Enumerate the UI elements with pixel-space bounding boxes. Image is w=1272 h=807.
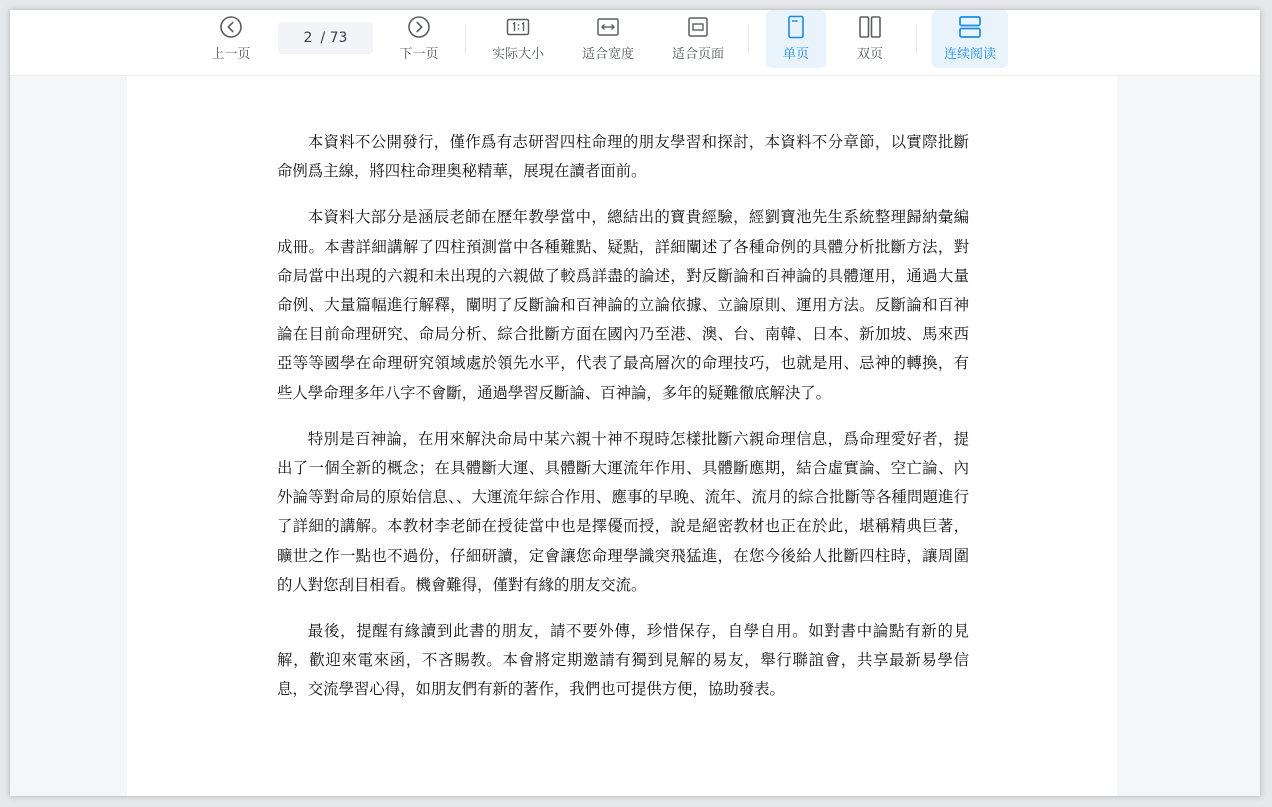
page-content bbox=[277, 128, 969, 722]
toolbar-divider bbox=[916, 24, 917, 54]
single-page-button[interactable] bbox=[766, 10, 826, 68]
actual-size-label: 实际大小 bbox=[491, 47, 544, 62]
toolbar-divider bbox=[465, 24, 466, 54]
prev-page-label: 上一页 bbox=[211, 47, 251, 62]
chevron-right-circle-icon bbox=[406, 14, 432, 40]
continuous-read-icon bbox=[957, 14, 983, 40]
one-to-one-icon bbox=[505, 14, 531, 40]
prev-page-button[interactable] bbox=[196, 10, 266, 68]
paragraph: 本資料不公開發行，僅作爲有志研習四柱命理的朋友學習和探討，本資料不分章節，以實際批斷命例爲主線，將四柱命理奥秘精華，展現在讀者面前。 bbox=[277, 133, 969, 181]
pdf-reader-window bbox=[10, 10, 1260, 796]
page-indicator[interactable] bbox=[278, 22, 373, 54]
paragraph: 特別是百神論，在用來解決命局中某六親十神不現時怎樣批斷六親命理信息，爲命理愛好者，提出了一個全新的概念；在具體斷大運、具體斷大運流年作用、具體斷應期，結合虛實論、空亡論、內外論等對命局的原始信息、、大運流年綜合作用、應事的早晚、流年、流月的綜合批斷等各種問題進行了詳細的講解。本教材李老師在授徒當中也是擇優而授，說是絕密教材也正在於此，堪稱精典巨著，曠世之作一點也不過份，仔細研讀，定會讓您命理學識突飛猛進，在您今後給人批斷四柱時，讓周圍的人對您刮目相看。機會難得，僅對有緣的朋友交流。 bbox=[277, 429, 969, 594]
paragraph: 本資料大部分是涵辰老師在歷年教學當中，總結出的寶貴經驗，經劉寶池先生系統整理歸納彙編成冊。本書詳細講解了四柱預測當中各種難點、疑點，詳細闡述了各種命例的具體分析批斷方法，對命局當中出現的六親和未出現的六親做了較爲詳盡的論述，對反斷論和百神論的具體運用，通過大量命例、大量篇幅進行解釋，闡明了反斷論和百神論的立論依據、立論原則、運用方法。反斷論和百神論在目前命理研究、命局分析、綜合批斷方面在國內乃至港、澳、台、南韓、日本、新加坡、馬來西亞等等國學在命理研究領域處於領先水平，代表了最高層次的命理技巧，也就是用、忌神的轉換，有些人學命理多年八字不會斷，通過學習反斷論、百神論，多年的疑難徹底解決了。 bbox=[277, 208, 969, 402]
fit-width-label: 适合宽度 bbox=[581, 47, 634, 62]
continuous-read-button[interactable] bbox=[932, 10, 1008, 68]
fit-page-button[interactable] bbox=[660, 10, 736, 68]
double-page-label: 双页 bbox=[856, 47, 883, 62]
chevron-left-circle-icon bbox=[218, 14, 244, 40]
double-page-button[interactable] bbox=[840, 10, 900, 68]
document-page[interactable] bbox=[127, 76, 1117, 796]
fit-width-icon bbox=[595, 14, 621, 40]
fit-page-icon bbox=[685, 14, 711, 40]
actual-size-button[interactable] bbox=[480, 10, 556, 68]
page-number-input[interactable]: 2 bbox=[303, 30, 313, 46]
paragraph: 最後，提醒有緣讀到此書的朋友，請不要外傳，珍惜保存，自學自用。如對書中論點有新的見解，歡迎來電來函，不吝賜教。本會將定期邀請有獨到見解的易友，舉行聯誼會，共享最新易學信息，交流學習心得，如朋友們有新的著作，我們也可提供方便，協助發表。 bbox=[277, 622, 969, 699]
next-page-label: 下一页 bbox=[399, 47, 439, 62]
toolbar-divider bbox=[748, 24, 749, 54]
fit-page-label: 适合页面 bbox=[671, 47, 724, 62]
next-page-button[interactable] bbox=[384, 10, 454, 68]
fit-width-button[interactable] bbox=[570, 10, 646, 68]
toolbar bbox=[10, 10, 1260, 76]
page-total: / 73 bbox=[320, 30, 348, 46]
continuous-read-label: 连续阅读 bbox=[943, 47, 996, 62]
single-page-label: 单页 bbox=[782, 47, 809, 62]
single-page-icon bbox=[783, 14, 809, 40]
double-page-icon bbox=[857, 14, 883, 40]
